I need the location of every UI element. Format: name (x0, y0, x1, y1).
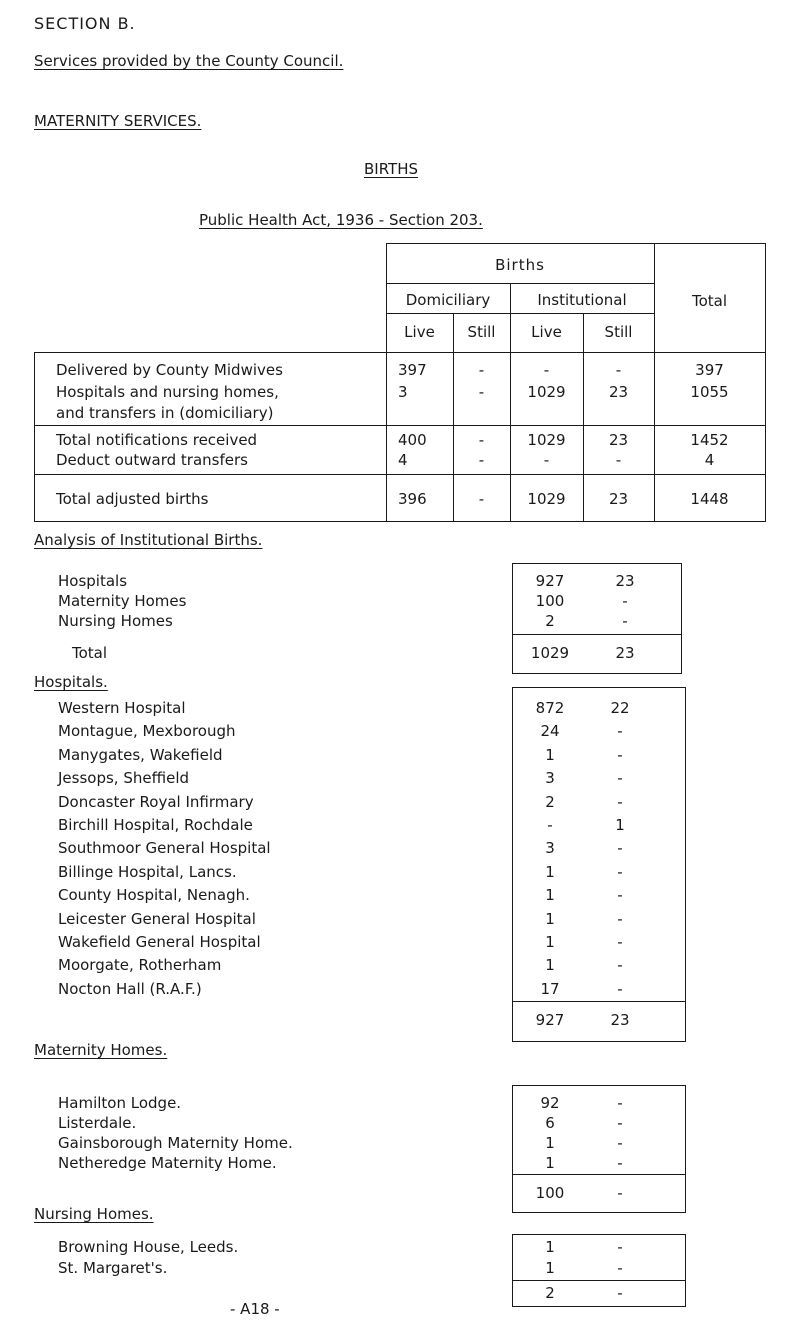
cell-i-live: 1029 (527, 383, 566, 401)
maternity-home-live: 1 (545, 1154, 555, 1172)
hospital-still: - (617, 769, 623, 788)
hospital-still: - (617, 839, 623, 858)
cell-i-still: 23 (608, 431, 629, 449)
nursing-homes-total-live: 2 (545, 1284, 555, 1302)
maternity-home-label: Listerdale. (58, 1114, 137, 1132)
cell-d-still: - (478, 361, 485, 379)
row-label: Deduct outward transfers (56, 451, 248, 469)
nursing-homes-heading: Nursing Homes. (34, 1205, 154, 1223)
header-still-institutional: Still (604, 323, 633, 341)
hospital-live: 3 (545, 769, 555, 788)
analysis-label: Nursing Homes (58, 612, 173, 630)
hospital-live: 1 (545, 745, 555, 764)
hospital-still: - (617, 886, 623, 905)
hospital-live: - (547, 816, 553, 834)
header-births: Births (495, 256, 545, 274)
header-institutional: Institutional (537, 291, 627, 309)
hospital-label: Montague, Mexborough (58, 722, 236, 741)
cell-d-live: 4 (398, 451, 408, 469)
hospital-live: 1 (545, 933, 555, 951)
hospital-label: Moorgate, Rotherham (58, 956, 222, 975)
section-heading: SECTION B. (34, 14, 136, 33)
hospital-label: Nocton Hall (R.A.F.) (58, 979, 202, 998)
row-label-continued: and transfers in (domiciliary) (56, 404, 274, 422)
hospital-live: 17 (540, 979, 560, 998)
hospital-still: - (617, 909, 623, 928)
hospital-label: Manygates, Wakefield (58, 745, 223, 764)
analysis-still: - (622, 612, 628, 630)
header-domiciliary: Domiciliary (405, 291, 491, 309)
hospital-live: 3 (545, 839, 555, 858)
hospital-still: 1 (615, 816, 625, 834)
cell-total: 397 (695, 361, 724, 379)
maternity-home-still: - (617, 1094, 623, 1112)
analysis-still: 23 (615, 572, 635, 590)
hospitals-heading: Hospitals. (34, 673, 108, 691)
maternity-home-live: 6 (545, 1114, 555, 1132)
maternity-homes-total-live: 100 (535, 1184, 565, 1202)
hospital-label: Billinge Hospital, Lancs. (58, 862, 237, 881)
hospital-live: 872 (535, 699, 565, 717)
maternity-home-label: Gainsborough Maternity Home. (58, 1134, 293, 1152)
analysis-label: Hospitals (58, 572, 128, 590)
maternity-home-label: Netheredge Maternity Home. (58, 1154, 277, 1172)
nursing-homes-total-still: - (617, 1284, 623, 1302)
hospital-label: Jessops, Sheffield (58, 769, 190, 788)
cell-i-live: 1029 (527, 431, 566, 449)
analysis-heading: Analysis of Institutional Births. (34, 531, 263, 549)
hospital-live: 1 (545, 956, 555, 975)
hospital-live: 1 (545, 862, 555, 881)
cell-d-live: 400 (398, 431, 427, 449)
section-subtitle: Services provided by the County Council. (34, 52, 344, 70)
cell-total: 1448 (690, 490, 729, 508)
hospital-live: 1 (545, 886, 555, 905)
cell-total: 1055 (690, 383, 729, 401)
analysis-label: Maternity Homes (58, 592, 187, 610)
hospital-label: Leicester General Hospital (58, 909, 256, 928)
maternity-home-live: 92 (540, 1094, 560, 1112)
page-number: - A18 - (230, 1300, 280, 1318)
maternity-home-still: - (617, 1154, 623, 1172)
cell-d-live: 396 (398, 490, 427, 508)
hospital-label: Southmoor General Hospital (58, 839, 271, 858)
hospital-label: Doncaster Royal Infirmary (58, 792, 254, 811)
cell-i-live: 1029 (527, 490, 566, 508)
header-still-domiciliary: Still (467, 323, 496, 341)
row-label: Total adjusted births (56, 490, 209, 508)
cell-i-still: - (615, 451, 622, 469)
header-live-institutional: Live (531, 323, 562, 341)
nursing-home-live: 1 (545, 1238, 555, 1256)
cell-d-still: - (478, 490, 485, 508)
analysis-still: - (622, 592, 628, 610)
maternity-homes-heading: Maternity Homes. (34, 1041, 168, 1059)
maternity-home-live: 1 (545, 1134, 555, 1152)
hospital-label: County Hospital, Nenagh. (58, 886, 250, 905)
analysis-total-label: Total (72, 644, 108, 662)
act-heading: Public Health Act, 1936 - Section 203. (199, 211, 483, 229)
row-label: Delivered by County Midwives (56, 361, 283, 379)
hospital-live: 24 (540, 722, 560, 741)
hospital-still: - (617, 745, 623, 764)
hospital-live: 1 (545, 909, 555, 928)
hospital-label: Wakefield General Hospital (58, 933, 261, 951)
cell-i-still: 23 (608, 383, 629, 401)
hospitals-total-still: 23 (610, 1011, 630, 1029)
nursing-home-label: St. Margaret's. (58, 1259, 168, 1277)
row-label: Total notifications received (56, 431, 258, 449)
header-total: Total (691, 292, 728, 310)
analysis-total-still: 23 (615, 644, 635, 662)
cell-i-live: - (543, 451, 550, 469)
cell-d-live: 397 (398, 361, 427, 379)
maternity-home-still: - (617, 1134, 623, 1152)
maternity-homes-total-still: - (617, 1184, 623, 1202)
hospital-still: - (617, 722, 623, 741)
maternity-home-still: - (617, 1114, 623, 1132)
cell-i-still: - (615, 361, 622, 379)
hospital-still: - (617, 933, 623, 951)
analysis-live: 2 (545, 612, 555, 630)
hospital-still: - (617, 956, 623, 975)
nursing-home-still: - (617, 1238, 623, 1256)
maternity-home-label: Hamilton Lodge. (58, 1094, 182, 1112)
hospital-still: - (617, 979, 623, 998)
hospitals-total-live: 927 (535, 1011, 565, 1029)
hospital-label: Birchill Hospital, Rochdale (58, 816, 253, 834)
births-heading: BIRTHS (364, 160, 419, 178)
cell-i-live: - (543, 361, 550, 379)
maternity-heading: MATERNITY SERVICES. (34, 112, 202, 130)
cell-d-live: 3 (398, 383, 408, 401)
nursing-home-live: 1 (545, 1259, 555, 1277)
row-label: Hospitals and nursing homes, (56, 383, 279, 401)
hospital-still: - (617, 792, 623, 811)
cell-total: 1452 (690, 431, 729, 449)
analysis-live: 100 (535, 592, 565, 610)
hospital-label: Western Hospital (58, 699, 186, 717)
analysis-total-live: 1029 (530, 644, 570, 662)
hospital-still: 22 (610, 699, 630, 717)
nursing-home-label: Browning House, Leeds. (58, 1238, 239, 1256)
hospital-still: - (617, 862, 623, 881)
cell-d-still: - (478, 431, 485, 449)
cell-d-still: - (478, 383, 485, 401)
header-live-domiciliary: Live (404, 323, 435, 341)
hospital-live: 2 (545, 792, 555, 811)
cell-total: 4 (704, 451, 715, 469)
cell-d-still: - (478, 451, 485, 469)
cell-i-still: 23 (608, 490, 629, 508)
analysis-live: 927 (535, 572, 565, 590)
nursing-home-still: - (617, 1259, 623, 1277)
